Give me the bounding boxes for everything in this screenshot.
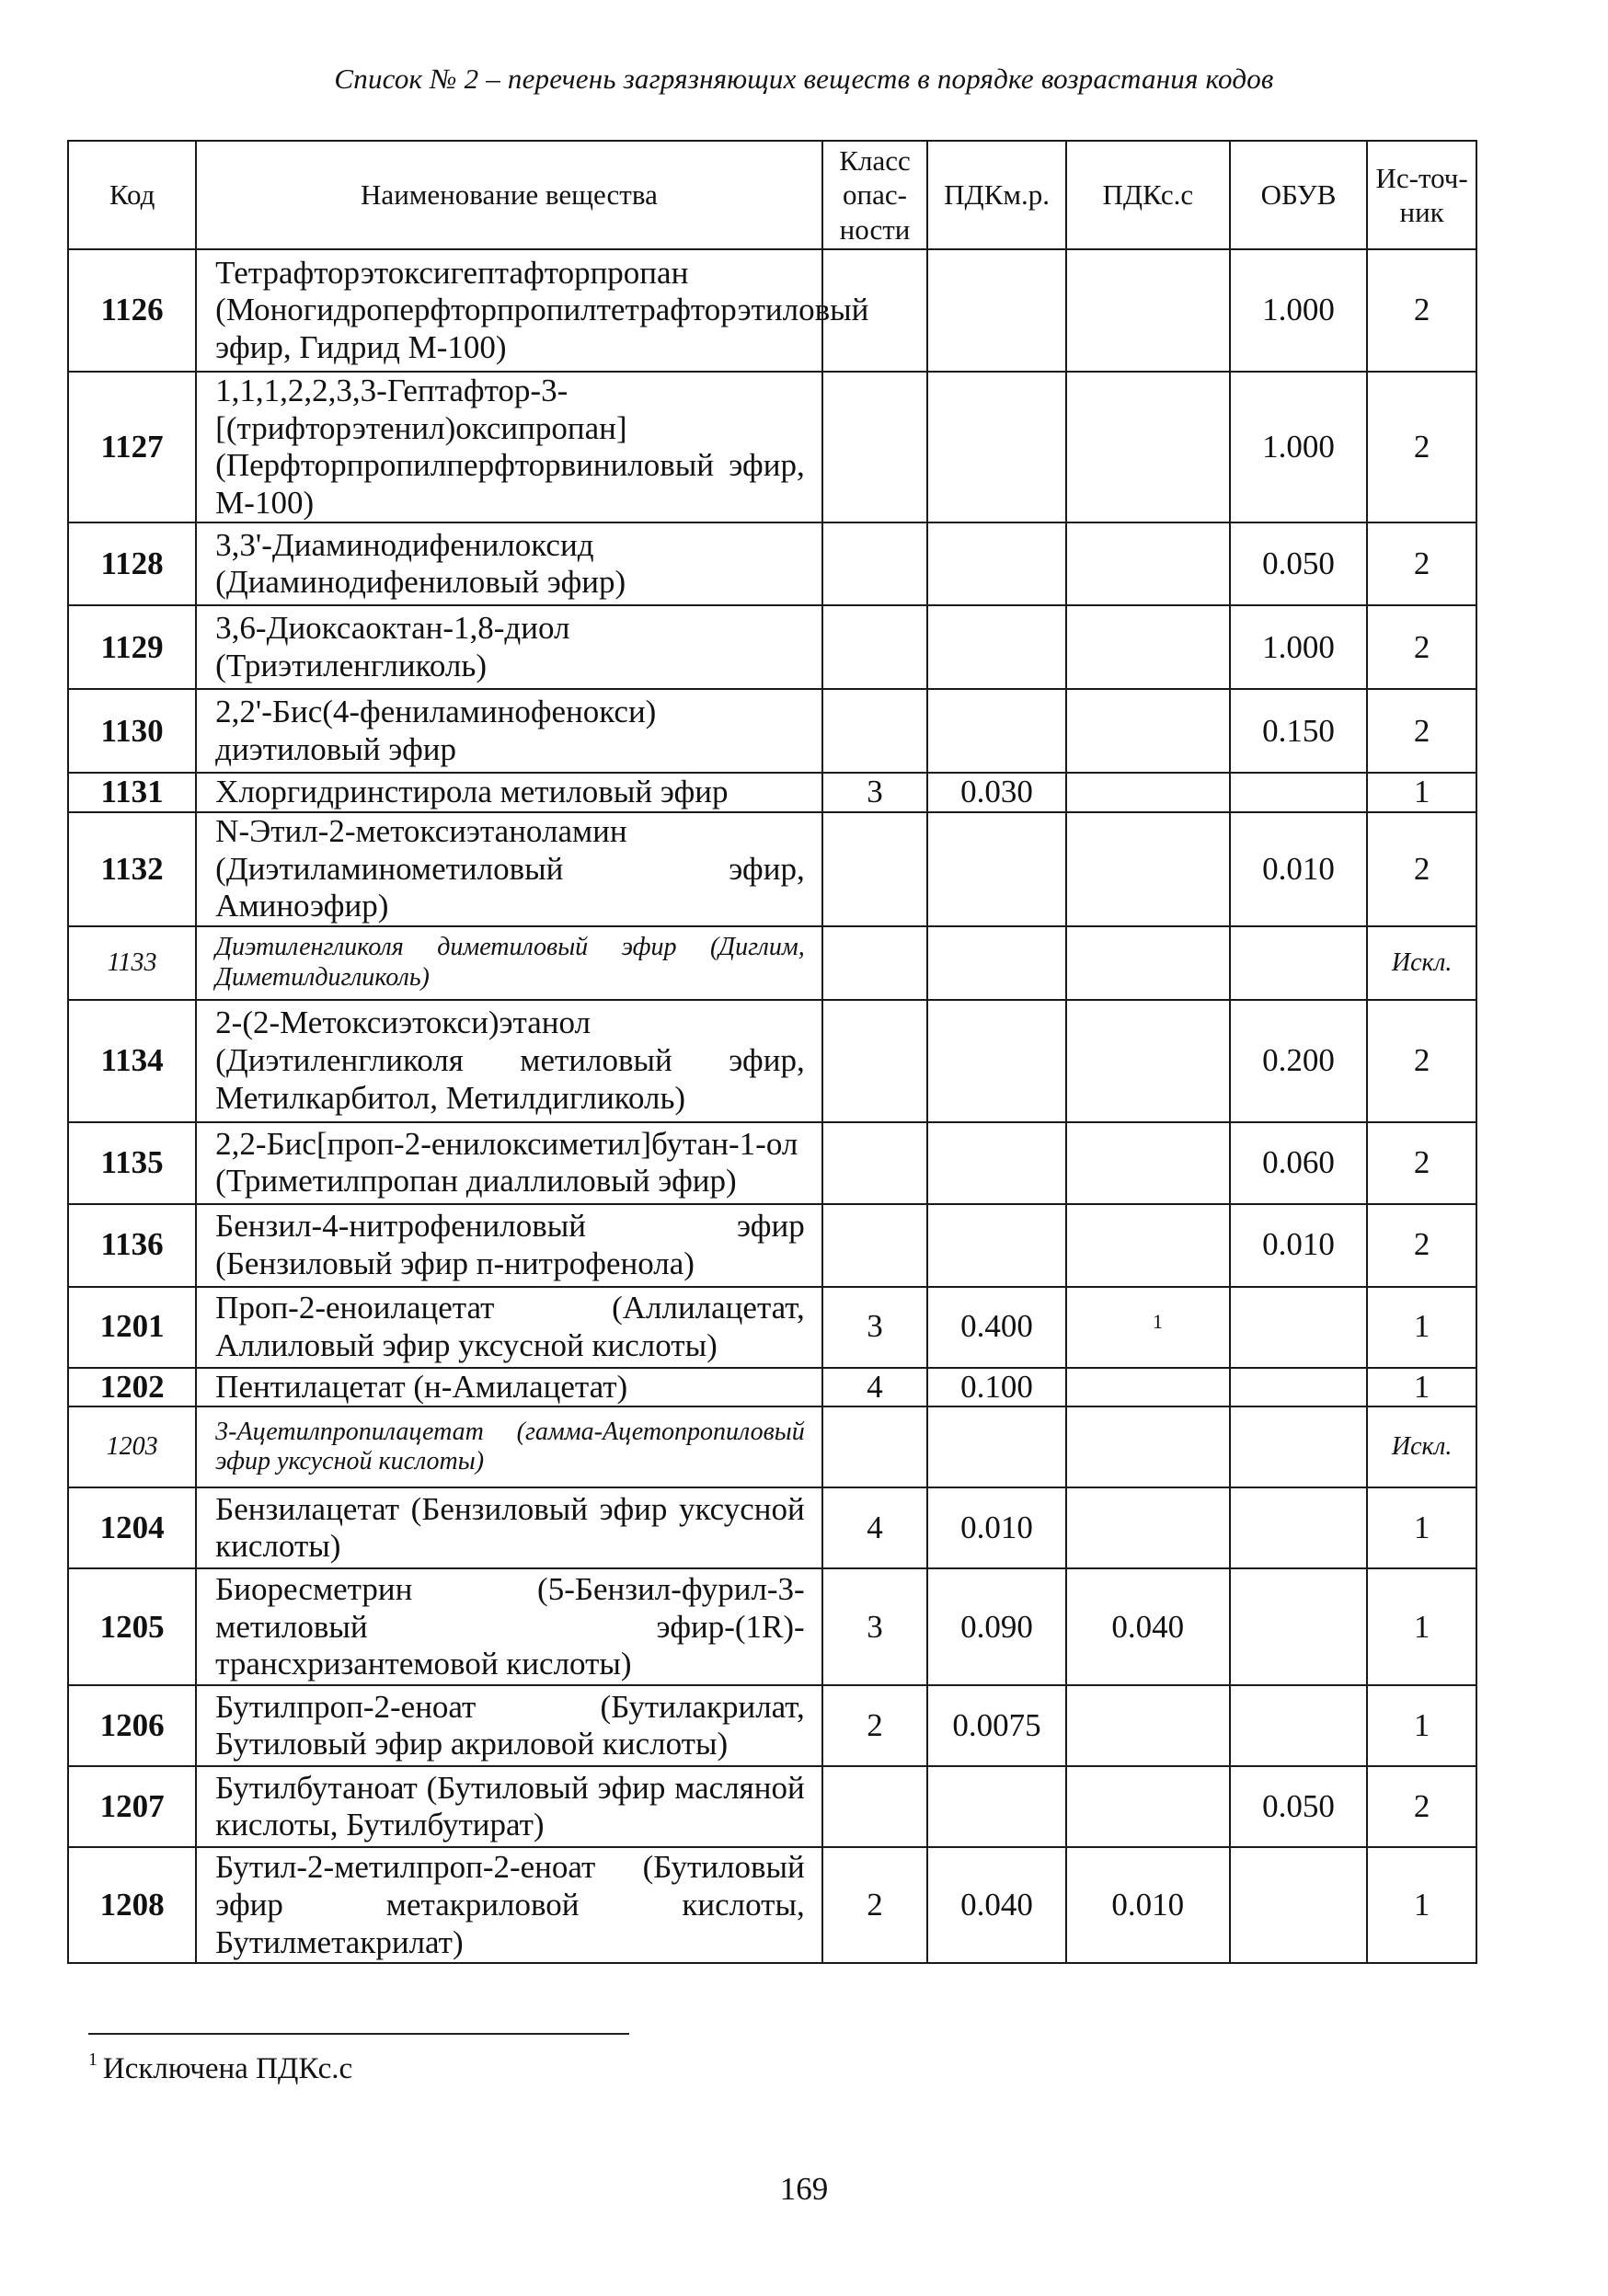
cell-code: 1130 (68, 689, 196, 773)
cell-obuv: 0.050 (1230, 1766, 1367, 1847)
cell-pdk-mr: 0.010 (927, 1487, 1065, 1568)
cell-obuv (1230, 1568, 1367, 1685)
cell-pdk-ss (1066, 773, 1230, 812)
table-body (68, 249, 1476, 1963)
cell-obuv (1230, 773, 1367, 812)
cell-code: 1126 (68, 249, 196, 372)
col-header-source: Ис-точ-ник (1367, 141, 1476, 249)
cell-source: 1 (1367, 773, 1476, 812)
col-header-class: Класс опас-ности (822, 141, 928, 249)
table-row (68, 1766, 1476, 1847)
cell-hazard-class: 4 (822, 1487, 928, 1568)
cell-pdk-ss (1066, 1122, 1230, 1204)
cell-pdk-ss (1066, 1204, 1230, 1287)
cell-hazard-class (822, 1766, 928, 1847)
cell-hazard-class (822, 605, 928, 689)
cell-pdk-ss (1066, 249, 1230, 372)
cell-pdk-ss (1066, 605, 1230, 689)
cell-hazard-class (822, 1204, 928, 1287)
cell-source: 2 (1367, 522, 1476, 605)
cell-code: 1205 (68, 1568, 196, 1685)
cell-code: 1135 (68, 1122, 196, 1204)
cell-pdk-ss (1066, 1000, 1230, 1122)
cell-code: 1128 (68, 522, 196, 605)
cell-substance-name: N-Этил-2-метоксиэтаноламин (Диэтиламинометиловый эфир, Аминоэфир) (196, 812, 822, 926)
page-title: Список № 2 – перечень загрязняющих веществ в порядке возрастания кодов (334, 63, 1274, 95)
cell-substance-name: Бутилпроп-2-еноат (Бутилакрилат, Бутиловый эфир акриловой кислоты) (196, 1685, 822, 1766)
cell-source: 1 (1367, 1487, 1476, 1568)
table-row (68, 926, 1476, 1000)
cell-obuv: 0.010 (1230, 812, 1367, 926)
cell-hazard-class (822, 1000, 928, 1122)
cell-substance-name: 3,6-Диоксаоктан-1,8-диол (Триэтиленгликоль) (196, 605, 822, 689)
cell-pdk-ss: 0.040 (1066, 1568, 1230, 1685)
cell-pdk-mr (927, 249, 1065, 372)
cell-hazard-class (822, 689, 928, 773)
cell-pdk-mr (927, 1122, 1065, 1204)
cell-pdk-mr (927, 1000, 1065, 1122)
cell-pdk-mr: 0.400 (927, 1287, 1065, 1368)
page-number: 169 (779, 2171, 829, 2207)
footnote (88, 2049, 352, 2086)
cell-source: 2 (1367, 1000, 1476, 1122)
cell-code: 1132 (68, 812, 196, 926)
cell-pdk-mr (927, 522, 1065, 605)
cell-substance-name: 1,1,1,2,2,3,3-Гептафтор-3-[(трифторэтенил)оксипропан] (Перфторпропилперфторвиниловый эфир, М-100) (196, 372, 822, 522)
cell-substance-name: 3-Ацетилпропилацетат (гамма-Ацетопропиловый эфир уксусной кислоты) (196, 1406, 822, 1487)
cell-source: 2 (1367, 249, 1476, 372)
cell-code: 1134 (68, 1000, 196, 1122)
cell-substance-name: Бутилбутаноат (Бутиловый эфир масляной кислоты, Бутилбутират) (196, 1766, 822, 1847)
table-row (68, 1122, 1476, 1204)
cell-code: 1129 (68, 605, 196, 689)
cell-source: 1 (1367, 1847, 1476, 1963)
cell-source: 2 (1367, 1766, 1476, 1847)
cell-pdk-ss (1066, 926, 1230, 1000)
cell-source: 2 (1367, 1122, 1476, 1204)
cell-pdk-mr (927, 812, 1065, 926)
table-header-row (68, 141, 1476, 249)
cell-source: 1 (1367, 1368, 1476, 1407)
cell-pdk-mr (927, 689, 1065, 773)
cell-obuv: 1.000 (1230, 249, 1367, 372)
cell-pdk-ss (1066, 689, 1230, 773)
cell-obuv: 0.150 (1230, 689, 1367, 773)
cell-obuv (1230, 1406, 1367, 1487)
cell-hazard-class: 3 (822, 773, 928, 812)
cell-source: 2 (1367, 689, 1476, 773)
cell-pdk-ss (1066, 522, 1230, 605)
cell-code: 1206 (68, 1685, 196, 1766)
cell-substance-name: Бензил-4-нитрофениловый эфир (Бензиловый эфир п-нитрофенола) (196, 1204, 822, 1287)
cell-code: 1208 (68, 1847, 196, 1963)
cell-obuv: 0.060 (1230, 1122, 1367, 1204)
cell-pdk-mr (927, 1406, 1065, 1487)
cell-code: 1127 (68, 372, 196, 522)
substances-table (67, 140, 1477, 1964)
cell-hazard-class (822, 1122, 928, 1204)
cell-substance-name: Биоресметрин (5-Бензил-фурил-3-метиловый эфир-(1R)-трансхризантемовой кислоты) (196, 1568, 822, 1685)
cell-hazard-class: 2 (822, 1847, 928, 1963)
cell-substance-name: Проп-2-еноилацетат (Аллилацетат, Аллиловый эфир уксусной кислоты) (196, 1287, 822, 1368)
col-header-name: Наименование вещества (196, 141, 822, 249)
cell-substance-name: Пентилацетат (н-Амилацетат) (196, 1368, 822, 1407)
cell-hazard-class (822, 1406, 928, 1487)
table-row (68, 1568, 1476, 1685)
table-row (68, 1406, 1476, 1487)
cell-obuv (1230, 1287, 1367, 1368)
cell-pdk-mr (927, 926, 1065, 1000)
cell-code: 1201 (68, 1287, 196, 1368)
cell-obuv (1230, 926, 1367, 1000)
cell-substance-name: 2-(2-Метоксиэтокси)этанол (Диэтиленгликоля метиловый эфир, Метилкарбитол, Метилдигликоль) (196, 1000, 822, 1122)
cell-pdk-ss (1066, 1287, 1230, 1368)
table-row (68, 1000, 1476, 1122)
table-row (68, 689, 1476, 773)
table-row (68, 1368, 1476, 1407)
table-row (68, 773, 1476, 812)
cell-source: 2 (1367, 812, 1476, 926)
cell-pdk-ss (1066, 1766, 1230, 1847)
cell-hazard-class: 4 (822, 1368, 928, 1407)
cell-code: 1203 (68, 1406, 196, 1487)
footnote-divider (88, 2033, 629, 2035)
cell-pdk-mr: 0.030 (927, 773, 1065, 812)
cell-obuv: 0.010 (1230, 1204, 1367, 1287)
cell-source: 2 (1367, 605, 1476, 689)
col-header-code: Код (68, 141, 196, 249)
cell-code: 1131 (68, 773, 196, 812)
table-row (68, 522, 1476, 605)
cell-obuv: 1.000 (1230, 372, 1367, 522)
cell-pdk-ss (1066, 1685, 1230, 1766)
cell-obuv (1230, 1368, 1367, 1407)
cell-source: Искл. (1367, 1406, 1476, 1487)
cell-substance-name: Диэтиленгликоля диметиловый эфир (Диглим, Диметилдигликоль) (196, 926, 822, 1000)
cell-substance-name: 2,2'-Бис(4-фениламинофенокси) диэтиловый эфир (196, 689, 822, 773)
table-row (68, 1847, 1476, 1963)
cell-pdk-ss (1066, 372, 1230, 522)
cell-hazard-class (822, 522, 928, 605)
cell-hazard-class (822, 926, 928, 1000)
cell-substance-name: 3,3'-Диаминодифенилоксид (Диаминодифениловый эфир) (196, 522, 822, 605)
cell-code: 1204 (68, 1487, 196, 1568)
cell-pdk-mr (927, 1766, 1065, 1847)
cell-pdk-mr (927, 1204, 1065, 1287)
cell-pdk-mr: 0.100 (927, 1368, 1065, 1407)
table-row (68, 812, 1476, 926)
table-row (68, 372, 1476, 522)
cell-obuv: 0.200 (1230, 1000, 1367, 1122)
cell-hazard-class (822, 812, 928, 926)
table-row (68, 605, 1476, 689)
cell-source: 1 (1367, 1685, 1476, 1766)
cell-pdk-mr: 0.040 (927, 1847, 1065, 1963)
col-header-obuv: ОБУВ (1230, 141, 1367, 249)
cell-source: 1 (1367, 1287, 1476, 1368)
cell-code: 1136 (68, 1204, 196, 1287)
table-row (68, 1287, 1476, 1368)
table-row (68, 1487, 1476, 1568)
cell-substance-name: Хлоргидринстирола метиловый эфир (196, 773, 822, 812)
cell-substance-name: Бензилацетат (Бензиловый эфир уксусной кислоты) (196, 1487, 822, 1568)
cell-pdk-mr: 0.090 (927, 1568, 1065, 1685)
cell-source: 1 (1367, 1568, 1476, 1685)
cell-obuv (1230, 1847, 1367, 1963)
cell-code: 1202 (68, 1368, 196, 1407)
cell-pdk-mr (927, 372, 1065, 522)
cell-substance-name: 2,2-Бис[проп-2-енилоксиметил]бутан-1-ол (Триметилпропан диаллиловый эфир) (196, 1122, 822, 1204)
cell-hazard-class: 3 (822, 1287, 928, 1368)
cell-pdk-mr (927, 605, 1065, 689)
footnote-reference: 1 (1153, 1310, 1163, 1333)
cell-hazard-class: 3 (822, 1568, 928, 1685)
cell-substance-name: Тетрафторэтоксигептафторпропан (Моногидроперфторпропилтетрафторэтиловый эфир, Гидрид М-100) (196, 249, 822, 372)
cell-pdk-ss (1066, 1368, 1230, 1407)
cell-hazard-class: 2 (822, 1685, 928, 1766)
cell-code: 1207 (68, 1766, 196, 1847)
cell-pdk-ss (1066, 1487, 1230, 1568)
footnote-text: Исключена ПДКс.с (102, 2051, 353, 2085)
cell-substance-name: Бутил-2-метилпроп-2-еноат (Бутиловый эфир метакриловой кислоты, Бутилметакрилат) (196, 1847, 822, 1963)
cell-code: 1133 (68, 926, 196, 1000)
cell-obuv (1230, 1487, 1367, 1568)
table-row (68, 249, 1476, 372)
col-header-pdk-ss: ПДКс.с (1066, 141, 1230, 249)
cell-pdk-ss: 0.010 (1066, 1847, 1230, 1963)
table-row (68, 1685, 1476, 1766)
cell-pdk-mr: 0.0075 (927, 1685, 1065, 1766)
cell-pdk-ss (1066, 812, 1230, 926)
col-header-pdk-mr: ПДКм.р. (927, 141, 1065, 249)
cell-hazard-class (822, 372, 928, 522)
cell-pdk-ss (1066, 1406, 1230, 1487)
footnote-mark: 1 (88, 2049, 98, 2070)
table-row (68, 1204, 1476, 1287)
cell-obuv (1230, 1685, 1367, 1766)
cell-obuv: 1.000 (1230, 605, 1367, 689)
cell-obuv: 0.050 (1230, 522, 1367, 605)
cell-source: Искл. (1367, 926, 1476, 1000)
cell-source: 2 (1367, 372, 1476, 522)
cell-source: 2 (1367, 1204, 1476, 1287)
